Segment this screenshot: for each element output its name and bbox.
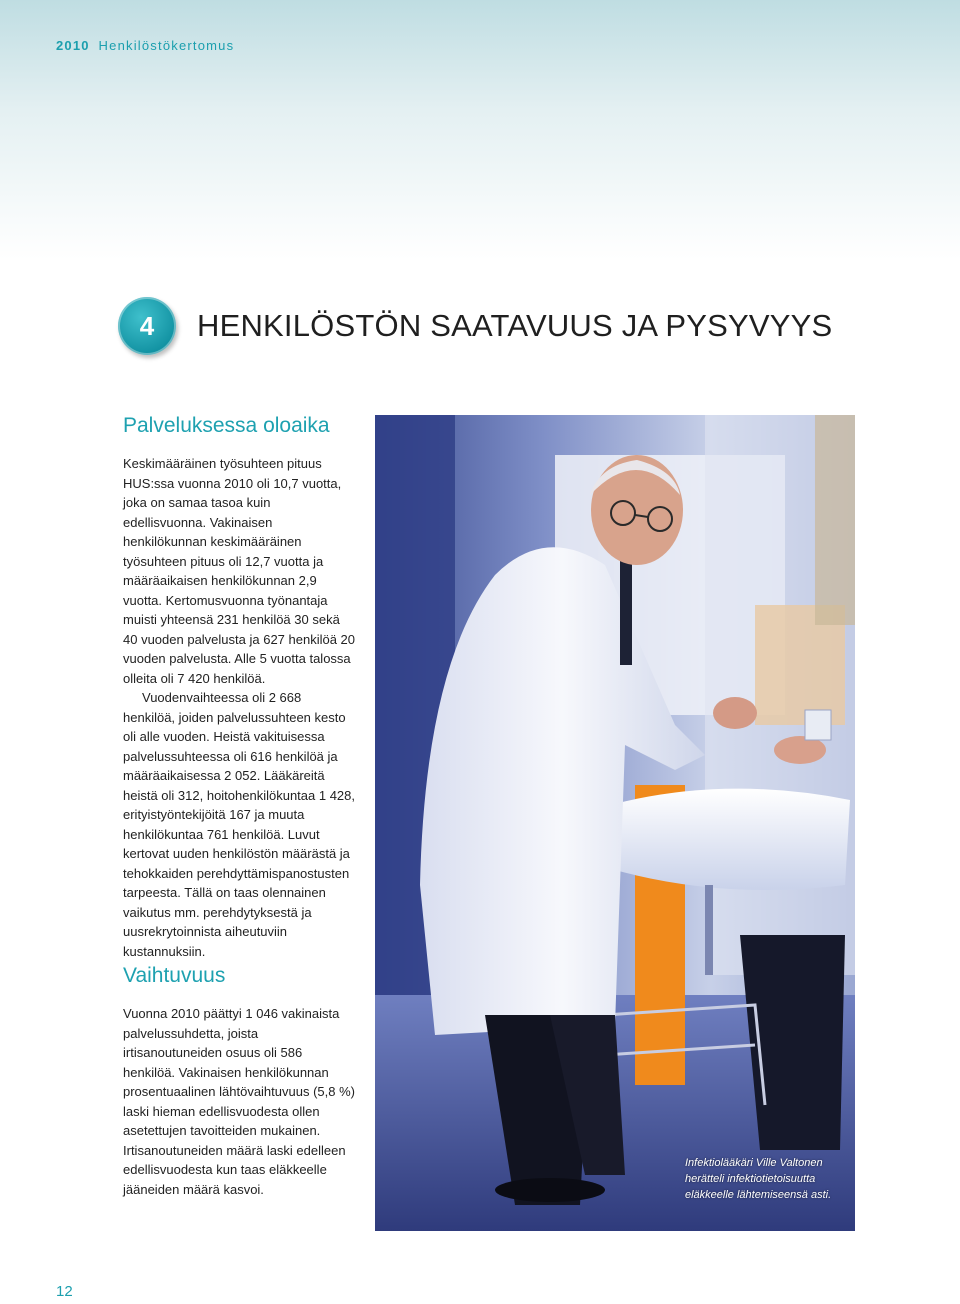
section-heading-vaihtuvuus: Vaihtuvuus [123,964,226,987]
report-year: 2010 [56,38,90,53]
paragraph: Vuodenvaihteessa oli 2 668 henkilöä, joiden palvelussuhteen kesto oli alle vuoden. Heistä vakituisessa palvelussuhteessa oli 616 henkilöä ja määräaikaisessa 2 052. Lääkäreitä heistä oli 312, hoitohenkilökuntaa 1 428, erityistyöntekijöitä 167 ja muuta henkilökuntaa 761 henkilöä. Luvut kertovat uuden henkilöstön määrästä ja tehokkaiden perehdyttämispanostusten tarpeesta. Tällä on taas olennainen vaikutus mm. perehdytyksestä ja uusrekrytoinnista aiheutuviin kustannuksiin. [123,690,356,959]
report-title: Henkilöstökertomus [98,38,235,53]
doctor-handwashing-photo [375,415,855,1231]
chapter-number-badge: 4 [118,297,176,355]
chapter-title: HENKILÖSTÖN SAATAVUUS JA PYSYVYYS [197,308,833,343]
page-number: 12 [56,1283,73,1300]
section-text-palveluksessa-oloaika [123,454,355,961]
paragraph: Keskimääräinen työsuhteen pituus HUS:ssa vuonna 2010 oli 10,7 vuotta, joka on samaa tasoa kuin edellisvuonna. Vakinaisen henkilökunnan keskimääräinen työsuhteen pituus oli 12,7 vuotta ja määräaikaisen henkilökunnan 2,9 vuotta. Kertomusvuonna työnantaja muisti yhteensä 231 henkilöä 30 sekä 40 vuoden palvelusta ja 627 henkilöä 20 vuoden palvelusta. Alle 5 vuotta talossa olleita oli 7 420 henkilöä. [123,456,356,686]
photo-caption: Infektiolääkäri Ville Valtonen herätteli infektiotietoisuutta eläkkeelle lähtemiseensä asti. [685,1157,832,1201]
section-heading-palveluksessa-oloaika: Palveluksessa oloaika [123,414,330,437]
section-text-vaihtuvuus [123,1004,355,1199]
running-header [56,38,234,53]
paragraph: Vuonna 2010 päättyi 1 046 vakinaista palvelussuhdetta, joista irtisanoutuneiden osuus oli 586 henkilöä. Vakinaisen henkilökunnan prosentuaalinen lähtövaihtuvuus (5,8 %) laski hieman edellisvuodesta ollen asetettujen tavoitteiden mukainen. Irtisanoutuneiden määrä laski edelleen edellisvuodesta kun taas eläkkeelle jääneiden määrä kasvoi. [123,1006,355,1197]
